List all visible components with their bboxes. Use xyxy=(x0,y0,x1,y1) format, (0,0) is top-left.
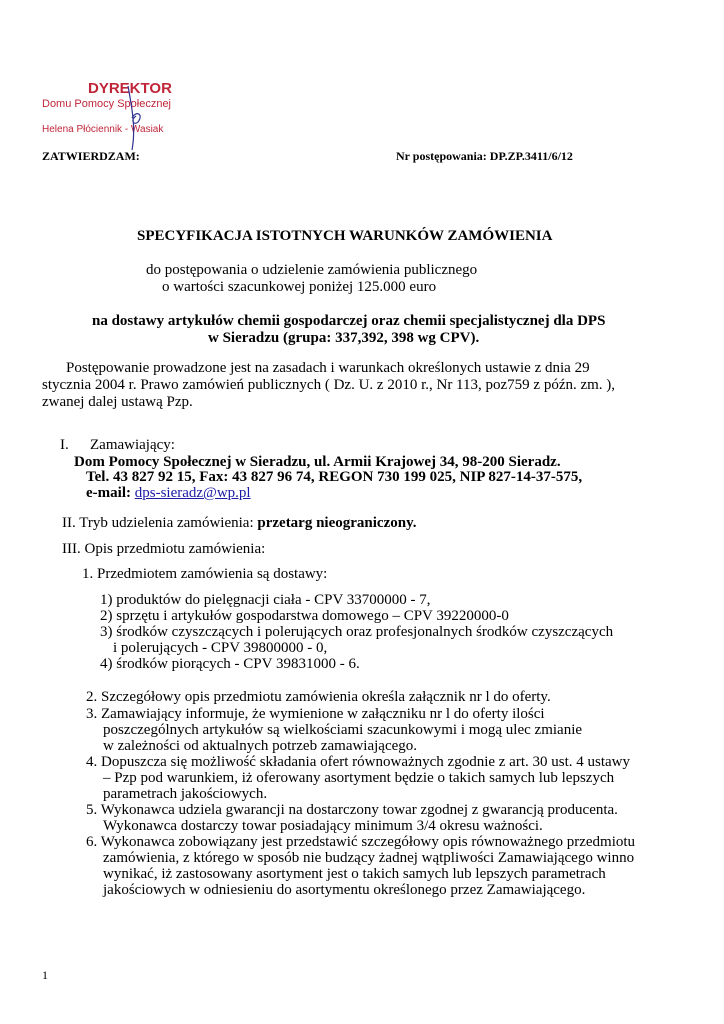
email-link[interactable]: dps-sieradz@wp.pl xyxy=(134,485,251,501)
section-3-point-5: 5. Wykonawca udziela gwarancji na dostarczony towar zgodnej z gwarancją producenta. xyxy=(86,802,618,818)
email-row xyxy=(86,485,251,502)
section-3-point-3-cont-1: poszczególnych artykułów są wielkościami szacunkowymi i mogą ulec zmianie xyxy=(103,722,583,738)
signature-mark xyxy=(36,58,196,152)
stamp-institution: Domu Pomocy Społecznej xyxy=(42,98,172,110)
subtitle-line-1: do postępowania o udzielenie zamówienia publicznego xyxy=(146,262,478,278)
director-stamp xyxy=(36,58,196,152)
contact-details: Tel. 43 827 92 15, Fax: 43 827 96 74, REGON 730 199 025, NIP 827-14-37-575, xyxy=(86,469,583,485)
approved-label: ZATWIERDZAM: xyxy=(42,149,140,163)
supply-item-3: 3) środków czyszczących i polerujących oraz profesjonalnych środków czyszczących xyxy=(100,624,614,640)
section-3-point-6-cont-1: zamówienia, z którego w sposób nie budzący żadnej wątpliwości Zamawiającego winno xyxy=(103,850,635,866)
section-1-numeral: I. xyxy=(60,437,69,453)
case-number: Nr postępowania: DP.ZP.3411/6/12 xyxy=(396,149,573,163)
section-3-point-6-cont-2: wynikać, iż zastosowany asortyment jest o takich samych lub lepszych parametrach xyxy=(103,866,606,882)
email-label: e-mail: xyxy=(86,485,131,501)
page-number: 1 xyxy=(42,968,48,982)
section-3-point-4: 4. Dopuszcza się możliwość składania ofert równoważnych zgodnie z art. 30 ust. 4 ustawy xyxy=(86,754,631,770)
supply-item-3-cont: i polerujących - CPV 39800000 - 0, xyxy=(113,640,328,656)
intro-line-1: Postępowanie prowadzone jest na zasadach i warunkach określonych ustawie z dnia 29 xyxy=(66,360,590,376)
section-3-point-5-cont: Wykonawca dostarczy towar posiadający minimum 3/4 okresu ważności. xyxy=(103,818,543,834)
document-title: SPECYFIKACJA ISTOTNYCH WARUNKÓW ZAMÓWIENIA xyxy=(137,228,553,244)
section-3-point-1: 1. Przedmiotem zamówienia są dostawy: xyxy=(82,566,328,582)
stamp-title: DYREKTOR xyxy=(88,80,172,97)
intro-line-2: stycznia 2004 r. Prawo zamówień publicznych ( Dz. U. z 2010 r., Nr 113, poz759 z późn. zm. ), xyxy=(42,377,616,393)
section-3-point-4-cont-2: parametrach jakościowych. xyxy=(103,786,268,802)
intro-line-3: zwanej dalej ustawą Pzp. xyxy=(42,394,193,410)
supply-item-4: 4) środków piorących - CPV 39831000 - 6. xyxy=(100,656,360,672)
contracting-authority: Dom Pomocy Społecznej w Sieradzu, ul. Armii Krajowej 34, 98-200 Sieradz. xyxy=(74,454,561,470)
section-3-point-4-cont-1: – Pzp pod warunkiem, iż oferowany asortyment będzie o takich samych lub lepszych xyxy=(103,770,615,786)
subtitle-line-2: o wartości szacunkowej poniżej 125.000 euro xyxy=(162,279,437,295)
stamp-name: Helena Płóciennik - Wasiak xyxy=(42,124,164,135)
section-3-label: III. Opis przedmiotu zamówienia: xyxy=(62,541,266,557)
section-3-point-6: 6. Wykonawca zobowiązany jest przedstawić szczegółowy opis równoważnego przedmiotu xyxy=(86,834,636,850)
section-3-point-3: 3. Zamawiający informuje, że wymienione w załączniku nr l do oferty ilości xyxy=(86,706,545,722)
procedure-row xyxy=(62,515,417,532)
procedure-label: II. Tryb udzielenia zamówienia: xyxy=(62,515,254,531)
supply-item-1: 1) produktów do pielęgnacji ciała - CPV 33700000 - 7, xyxy=(100,592,431,608)
section-3-point-3-cont-2: w zależności od aktualnych potrzeb zamawiającego. xyxy=(103,738,418,754)
subject-line-2: w Sieradzu (grupa: 337,392, 398 wg CPV). xyxy=(208,330,480,346)
section-3-point-6-cont-3: jakościowych w odniesieniu do asortymentu określonego przez Zamawiającego. xyxy=(103,882,586,898)
section-3-point-2: 2. Szczegółowy opis przedmiotu zamówienia określa załącznik nr l do oferty. xyxy=(86,689,551,705)
procedure-value: przetarg nieograniczony. xyxy=(257,515,417,531)
section-1-heading: Zamawiający: xyxy=(90,437,175,453)
subject-line-1: na dostawy artykułów chemii gospodarczej oraz chemii specjalistycznej dla DPS xyxy=(92,313,606,329)
supply-item-2: 2) sprzętu i artykułów gospodarstwa domowego – CPV 39220000-0 xyxy=(100,608,509,624)
